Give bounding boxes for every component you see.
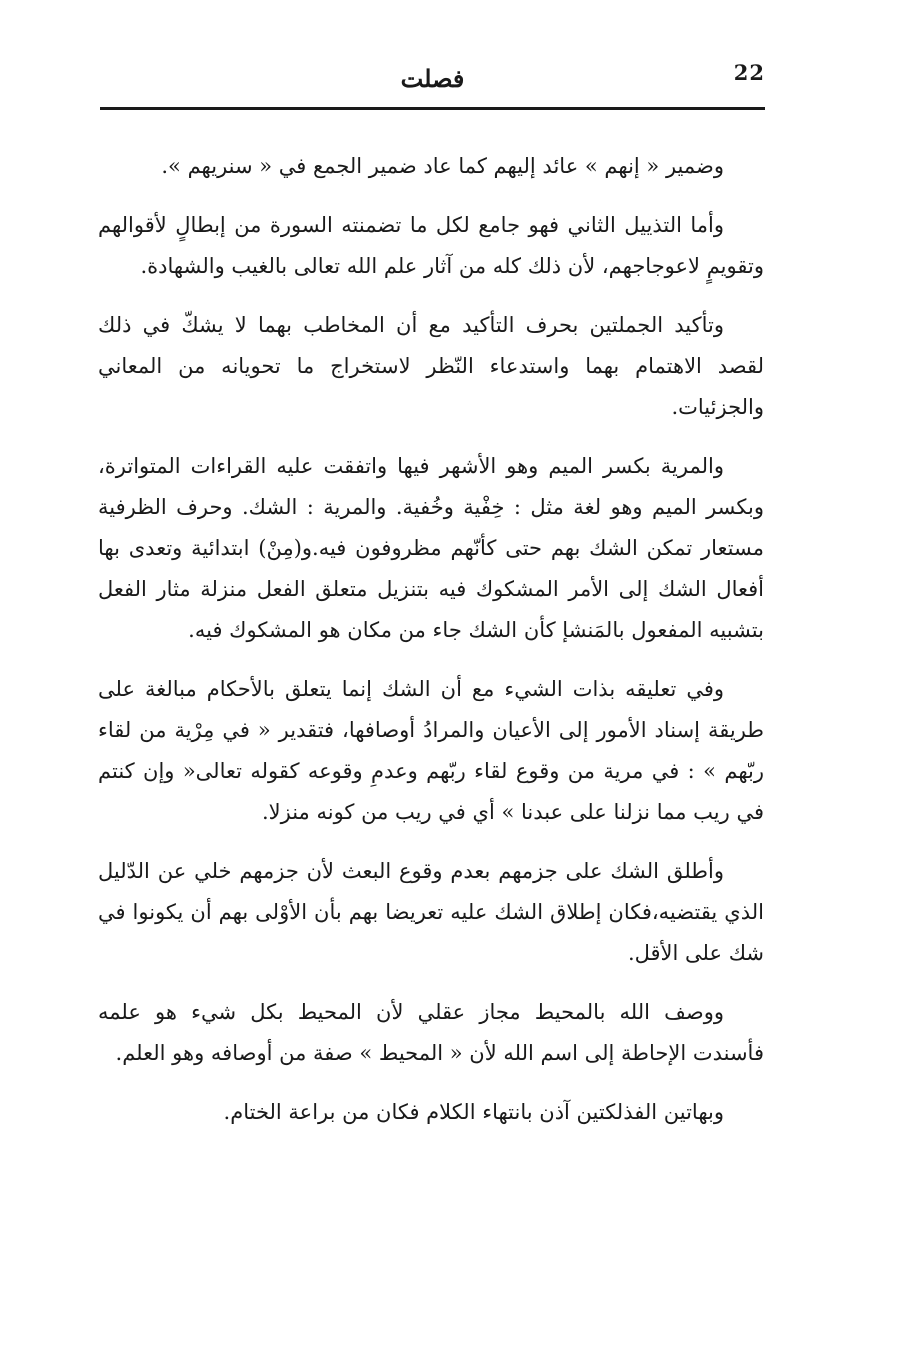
paragraph: وضمير « إنهم » عائد إليهم كما عاد ضمير الجمع في « سنريهم ». (161, 154, 724, 178)
paragraph: وفي تعليقه بذات الشيء مع أن الشك إنما يتعلق بالأحكام مبالغة على طريقة إسناد الأمور إلى الأعيان والمرادُ أوصافها، فتقدير « في مِرْية من لقاء ربّهم » : في مرية من وقوع لقاء ربّهم وعدمِ وقوعه كقوله تعالى« وإن كنتم في ريب مما نزلنا على عبدنا » أي في ريب من كونه منزلا. (98, 677, 764, 824)
page-number: 22 (733, 60, 765, 85)
paragraph: وأما التذييل الثاني فهو جامع لكل ما تضمنته السورة من إبطالٍ لأقوالهم وتقويمٍ لاعوجاجهم، لأن ذلك كله من آثار علم الله تعالى بالغيب والشهادة. (98, 213, 764, 278)
paragraph: والمرية بكسر الميم وهو الأشهر فيها واتفقت عليه القراءات المتواترة، وبكسر الميم وهو لغة مثل : خِفْية وخُفية. والمرية : الشك. وحرف الظرفية مستعار تمكن الشك بهم حتى كأنّهم مظروفون فيه.و(مِنْ) ابتدائية وتعدى بها أفعال الشك إلى الأمر المشكوك فيه بتنزيل متعلق الفعل منزلة مثار الفعل بتشبيه المفعول بالمَنشإ كأن الشك جاء من مكان هو المشكوك فيه. (98, 454, 764, 642)
header-rule (100, 107, 765, 110)
paragraph: ووصف الله بالمحيط مجاز عقلي لأن المحيط بكل شيء هو علمه فأسندت الإحاطة إلى اسم الله لأن « المحيط » صفة من أوصافه وهو العلم. (98, 1000, 764, 1065)
page-header (100, 58, 765, 106)
paragraph: وتأكيد الجملتين بحرف التأكيد مع أن المخاطب بهما لا يشكّ في ذلك لقصد الاهتمام بهما واستدعاء النّظر لاستخراج ما تحويانه من المعاني والجزئيات. (98, 313, 764, 419)
paragraph: وبهاتين الفذلكتين آذن بانتهاء الكلام فكان من براعة الختام. (223, 1100, 724, 1124)
body-text (98, 146, 764, 1151)
running-title: فصلت (400, 64, 465, 93)
paragraph: وأطلق الشك على جزمهم بعدم وقوع البعث لأن جزمهم خلي عن الدّليل الذي يقتضيه،فكان إطلاق الشك عليه تعريضا بهم بأن الأوْلى بهم أن يكونوا في شك على الأقل. (98, 859, 764, 965)
